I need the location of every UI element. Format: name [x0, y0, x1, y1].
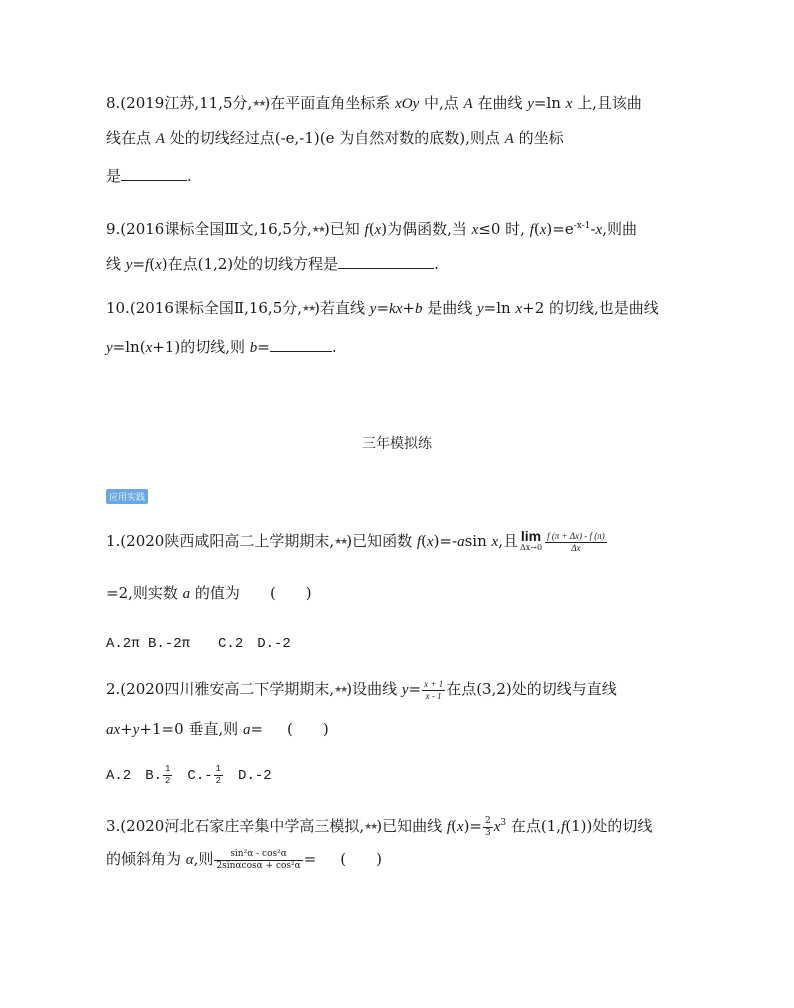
m1-options: A.2π B.-2π C.2 D.-2	[106, 636, 291, 652]
difficulty-stars-icon: ★★	[334, 537, 347, 547]
curve-fraction: $\frac{x + 1}{x - 1}$	[424, 678, 444, 701]
coefficient-fraction: $\frac{2}{3}$	[485, 815, 491, 838]
m3-line-1: 3.(2020河北石家庄辛集中学高三模拟,★★)已知曲线 f(x)= $\frac{2}{3}$ $x^3$ 在点(1,f(1))处的切线	[106, 815, 653, 838]
q9-line-2: 线 y=f(x)在点(1,2)处的切线方程是 .	[106, 252, 439, 276]
section-title: 三年模拟练	[362, 436, 432, 452]
limit-operator: lim Δx→0	[519, 528, 543, 552]
m3-line-2: 的倾斜角为 α,则 $\frac{\text{sin²α - cos²α}}{\text{2sinαcosα + cos²α}}$ = ( )	[106, 848, 383, 871]
m1-line-2: =2,则实数 a 的值为 ( )	[106, 584, 312, 602]
m2-options: A.2 B. $\frac{1}{2}$ C.- $\frac{1}{2}$ D.-2	[106, 764, 272, 786]
trig-fraction: $\frac{\text{sin²α - cos²α}}{\text{2sinαcosα + cos²α}}$	[216, 848, 301, 871]
answer-blank[interactable]	[121, 164, 187, 181]
q8-line-2: 线在点 A 处的切线经过点(-e,-1)(e 为自然对数的底数),则点 A 的坐标	[106, 129, 564, 147]
difficulty-stars-icon: ★★	[334, 685, 347, 695]
m2-line-2: ax+y+1=0 垂直,则 a= ( )	[106, 720, 329, 738]
difficulty-stars-icon: ★★	[252, 99, 265, 109]
m1-line-1: 1.(2020陕西咸阳高二上学期期末,★★)已知函数 f(x)=-asin x,且 lim Δx→0 $\frac{f (\pi + \Delta x) - f (\pi)}{\Delta x}$	[106, 528, 605, 553]
m2-line-1: 2.(2020四川雅安高二下学期期末,★★)设曲线 y= $\frac{x + 1}{x - 1}$ 在点(3,2)处的切线与直线	[106, 678, 617, 701]
difficulty-stars-icon: ★★	[364, 822, 377, 832]
limit-fraction: $\frac{f (\pi + \Delta x) - f (\pi)}{\Delta x}$	[547, 530, 605, 553]
answer-blank[interactable]	[270, 335, 332, 352]
option-c-fraction: $\frac{1}{2}$	[215, 764, 222, 786]
difficulty-stars-icon: ★★	[311, 225, 324, 235]
q10-line-2: y=ln(x+1)的切线,则 b= .	[106, 335, 337, 359]
q10-line-1: 10.(2016课标全国Ⅱ,16,5分,★★)若直线 y=kx+b 是曲线 y=ln x+2 的切线,也是曲线	[106, 299, 659, 317]
q8-line-1: 8.(2019江苏,11,5分,★★)在平面直角坐标系 xOy 中,点 A 在曲线 y=ln x 上,且该曲	[106, 94, 642, 112]
q9-line-1: 9.(2016课标全国Ⅲ文,16,5分,★★)已知 f(x)为偶函数,当 x≤0 时, $f(x)=e^{-x-1}-x$,则曲	[106, 220, 637, 238]
q8-line-3: 是 .	[106, 164, 192, 187]
option-b-fraction: $\frac{1}{2}$	[165, 764, 171, 786]
difficulty-stars-icon: ★★	[302, 304, 315, 314]
section-tag: 应用实践	[106, 489, 148, 504]
answer-blank[interactable]	[338, 252, 434, 269]
